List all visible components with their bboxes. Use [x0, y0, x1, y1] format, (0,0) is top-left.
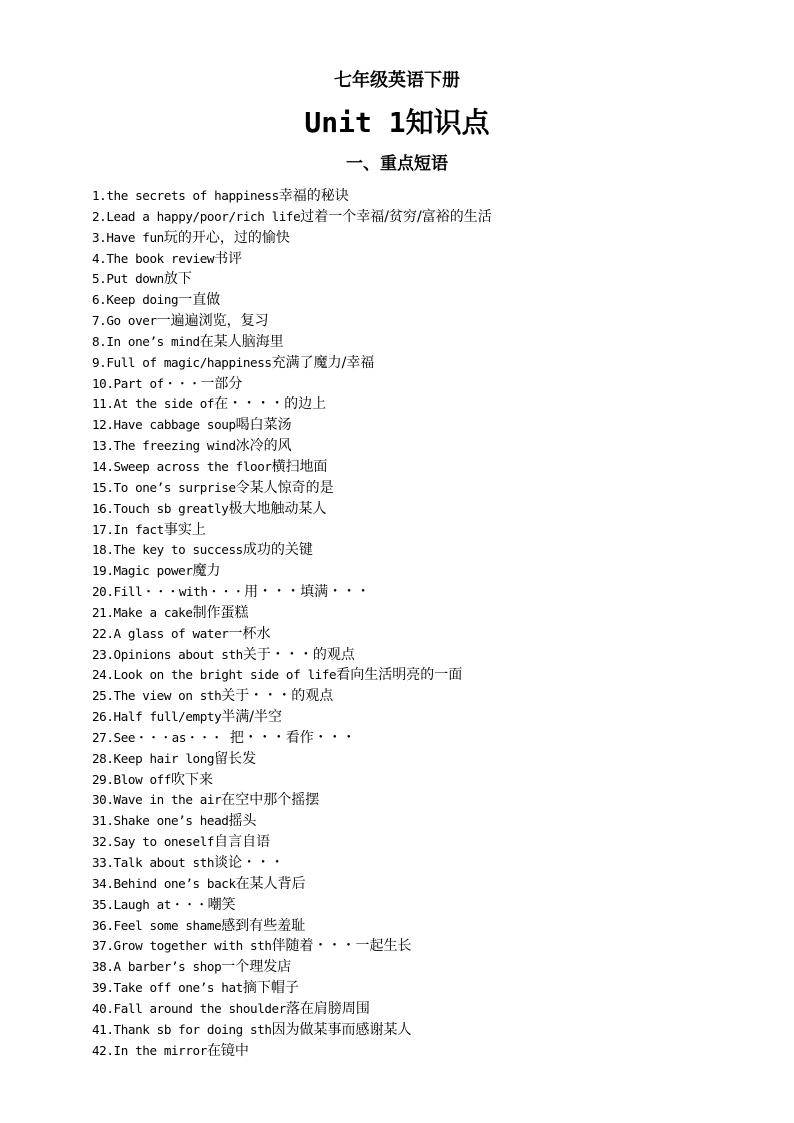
phrase-english: Fill・・・with・・・: [113, 584, 245, 600]
phrase-number: 22.: [92, 625, 114, 641]
phrase-english: Shake one’s head: [113, 813, 229, 829]
phrase-number: 31.: [92, 813, 114, 829]
phrase-english: Touch sb greatly: [113, 500, 229, 516]
phrase-english: Full of magic/happiness: [106, 354, 272, 370]
phrase-number: 1.: [92, 188, 107, 203]
phrase-english: Say to oneself: [113, 834, 215, 850]
phrase-chinese: 横扫地面: [271, 458, 328, 475]
phrase-english: The view on sth: [113, 688, 222, 704]
phrase-number: 24.: [92, 667, 114, 683]
phrase-english: Talk about sth: [113, 855, 215, 870]
phrase-number: 37.: [92, 938, 114, 954]
phrase-item: [92, 228, 492, 249]
phrase-english: Half full/empty: [113, 709, 222, 725]
phrase-english: Feel some shame: [113, 917, 222, 933]
phrase-chinese: 伴随着・・・一起生长: [271, 938, 412, 955]
phrase-chinese: 极大地触动某人: [228, 500, 327, 517]
phrase-english: Go over: [106, 313, 157, 329]
phrase-item: [92, 269, 492, 290]
phrase-chinese: 书评: [214, 250, 243, 267]
phrase-chinese: 感到有些羞耻: [221, 917, 306, 934]
phrase-item: [92, 311, 492, 332]
phrase-item: [92, 665, 492, 686]
phrase-item: [92, 332, 492, 353]
phrase-chinese: 一个理发店: [221, 959, 292, 976]
phrase-item: [92, 1041, 492, 1062]
phrase-item: [92, 478, 492, 499]
phrase-chinese: 冰冷的风: [235, 438, 292, 455]
phrase-english: See・・・as・・・: [113, 729, 230, 745]
phrase-chinese: 自言自语: [214, 834, 271, 851]
phrase-item: [92, 749, 492, 770]
phrase-number: 21.: [92, 604, 114, 620]
phrase-item: [92, 957, 492, 978]
phrase-english: At the side of: [113, 396, 215, 412]
phrase-number: 7.: [92, 313, 107, 329]
phrase-chinese: 一遍遍浏览，复习: [156, 313, 269, 330]
phrase-number: 6.: [92, 292, 107, 308]
phrase-english: The book review: [106, 250, 215, 266]
phrase-number: 23.: [92, 646, 114, 662]
phrase-english: To one’s surprise: [113, 479, 236, 495]
phrase-number: 5.: [92, 271, 107, 287]
phrase-number: 42.: [92, 1042, 114, 1058]
phrase-number: 3.: [92, 229, 107, 245]
phrase-item: [92, 645, 492, 666]
grade-title: 七年级英语下册: [334, 70, 460, 91]
phrase-item: [92, 499, 492, 520]
phrase-item: [92, 770, 492, 791]
phrase-item: [92, 249, 492, 270]
phrase-chinese: 在空中那个摇摆: [221, 792, 320, 809]
phrase-english: Part of・・・: [113, 375, 201, 391]
phrase-english: The key to success: [113, 542, 243, 558]
phrase-chinese: 成功的关键: [242, 542, 313, 559]
phrase-number: 35.: [92, 896, 114, 912]
phrase-chinese: 过着一个幸福/贫穷/富裕的生活: [300, 208, 492, 225]
phrase-english: Make a cake: [113, 604, 193, 620]
phrase-chinese: 充满了魔力/幸福: [271, 354, 375, 371]
phrase-english: A barber’s shop: [113, 959, 222, 975]
phrase-number: 11.: [92, 396, 114, 412]
phrase-number: 33.: [92, 855, 114, 870]
phrase-item: [92, 374, 492, 395]
phrase-chinese: 幸福的秘诀: [278, 188, 349, 204]
phrase-english: Wave in the air: [113, 792, 222, 808]
phrase-number: 32.: [92, 834, 114, 850]
phrase-item: [92, 978, 492, 999]
phrase-english: A glass of water: [113, 625, 229, 641]
phrase-chinese: 关于・・・的观点: [242, 646, 355, 663]
phrase-number: 25.: [92, 688, 114, 704]
phrase-number: 34.: [92, 875, 114, 891]
phrase-number: 13.: [92, 438, 114, 454]
phrase-number: 19.: [92, 563, 114, 579]
phrase-number: 27.: [92, 729, 114, 745]
phrase-english: Have fun: [106, 229, 164, 245]
phrase-chinese: 把・・・看作・・・: [229, 729, 356, 746]
phrase-english: Thank sb for doing sth: [113, 1021, 272, 1037]
phrase-chinese: 一杯水: [228, 625, 271, 642]
phrase-english: In the mirror: [113, 1042, 207, 1058]
phrase-english: Keep doing: [106, 292, 179, 308]
phrase-english: Magic power: [113, 563, 193, 579]
phrase-item: [92, 936, 492, 957]
phrase-item: [92, 394, 492, 415]
phrase-number: 26.: [92, 709, 114, 725]
phrase-chinese: 在某人背后: [235, 875, 306, 892]
phrase-number: 2.: [92, 208, 107, 224]
phrase-item: [92, 916, 492, 937]
phrase-item: [92, 436, 492, 457]
phrase-item: [92, 603, 492, 624]
phrase-item: [92, 186, 492, 207]
phrase-item: [92, 561, 492, 582]
phrase-item: [92, 207, 492, 228]
phrase-chinese: 留长发: [214, 750, 257, 767]
phrase-chinese: 因为做某事而感谢某人: [271, 1021, 412, 1038]
phrase-chinese: 魔力: [192, 563, 221, 580]
phrase-number: 10.: [92, 375, 114, 391]
phrase-english: Look on the bright side of life: [113, 667, 337, 683]
phrase-item: [92, 728, 492, 749]
phrase-chinese: 制作蛋糕: [192, 604, 249, 621]
phrase-item: [92, 624, 492, 645]
phrase-chinese: 一直做: [178, 292, 221, 309]
phrase-english: Opinions about sth: [113, 646, 243, 662]
phrase-chinese: 放下: [163, 271, 192, 288]
phrase-chinese: 玩的开心，过的愉快: [163, 229, 290, 246]
phrase-english: Put down: [106, 271, 164, 287]
phrase-number: 14.: [92, 458, 114, 474]
phrase-item: [92, 1020, 492, 1041]
phrase-english: Sweep across the floor: [113, 458, 272, 474]
phrase-chinese: 关于・・・的观点: [221, 688, 334, 705]
phrase-english: Have cabbage soup: [113, 417, 236, 433]
phrase-number: 38.: [92, 959, 114, 975]
phrase-number: 9.: [92, 354, 107, 370]
phrase-item: [92, 999, 492, 1020]
phrase-english: In one’s mind: [106, 333, 200, 349]
phrase-english: the secrets of happiness: [106, 188, 279, 203]
phrase-chinese: 令某人惊奇的是: [235, 479, 334, 496]
phrase-chinese: 用・・・填满・・・: [244, 584, 371, 601]
phrase-number: 36.: [92, 917, 114, 933]
phrase-english: Lead a happy/poor/rich life: [106, 208, 301, 224]
phrase-number: 17.: [92, 521, 114, 537]
unit-title: Unit 1知识点: [304, 106, 490, 139]
phrase-number: 20.: [92, 584, 114, 600]
phrase-number: 30.: [92, 792, 114, 808]
phrase-item: [92, 520, 492, 541]
phrase-english: Keep hair long: [113, 750, 215, 766]
phrase-english: Fall around the shoulder: [113, 1000, 286, 1016]
phrase-chinese: 谈论・・・: [214, 855, 285, 871]
phrase-chinese: 看向生活明亮的一面: [336, 667, 463, 684]
phrase-item: [92, 895, 492, 916]
phrase-item: [92, 415, 492, 436]
phrase-chinese: 半满/半空: [221, 709, 282, 726]
phrase-item: [92, 457, 492, 478]
phrase-chinese: 落在肩膀周围: [285, 1000, 370, 1017]
phrase-number: 15.: [92, 479, 114, 495]
phrase-chinese: 一部分: [200, 375, 243, 392]
phrase-number: 29.: [92, 771, 114, 787]
phrase-item: [92, 853, 492, 874]
phrase-english: The freezing wind: [113, 438, 236, 454]
phrase-english: Grow together with sth: [113, 938, 272, 954]
phrase-english: Take off one’s hat: [113, 980, 243, 996]
phrase-number: 12.: [92, 417, 114, 433]
phrase-chinese: 在・・・・的边上: [214, 396, 327, 413]
phrase-chinese: 在某人脑海里: [199, 333, 284, 350]
phrase-item: [92, 353, 492, 374]
phrase-item: [92, 790, 492, 811]
phrase-list: [92, 186, 492, 1061]
phrase-english: In fact: [113, 521, 164, 537]
phrase-item: [92, 707, 492, 728]
phrase-chinese: 在镜中: [206, 1042, 249, 1059]
phrase-chinese: 喝白菜汤: [235, 417, 292, 434]
phrase-number: 16.: [92, 500, 114, 516]
phrase-chinese: 摘下帽子: [242, 980, 299, 997]
phrase-chinese: 事实上: [163, 521, 206, 538]
phrase-english: Behind one’s back: [113, 875, 236, 891]
phrase-item: [92, 686, 492, 707]
phrase-item: [92, 540, 492, 561]
phrase-chinese: 吹下来: [171, 771, 214, 788]
phrase-number: 39.: [92, 980, 114, 996]
phrase-item: [92, 874, 492, 895]
phrase-english: Laugh at・・・: [113, 896, 208, 912]
phrase-number: 41.: [92, 1021, 114, 1037]
phrase-item: [92, 290, 492, 311]
phrase-number: 18.: [92, 542, 114, 558]
phrase-chinese: 嘲笑: [207, 896, 236, 913]
phrase-number: 8.: [92, 333, 107, 349]
phrase-english: Blow off: [113, 771, 172, 787]
phrase-chinese: 摇头: [228, 813, 257, 830]
phrase-item: [92, 811, 492, 832]
phrase-number: 28.: [92, 750, 114, 766]
phrase-number: 40.: [92, 1000, 114, 1016]
section-title: 一、重点短语: [346, 154, 448, 174]
phrase-item: [92, 832, 492, 853]
phrase-item: [92, 582, 492, 603]
phrase-number: 4.: [92, 250, 107, 266]
